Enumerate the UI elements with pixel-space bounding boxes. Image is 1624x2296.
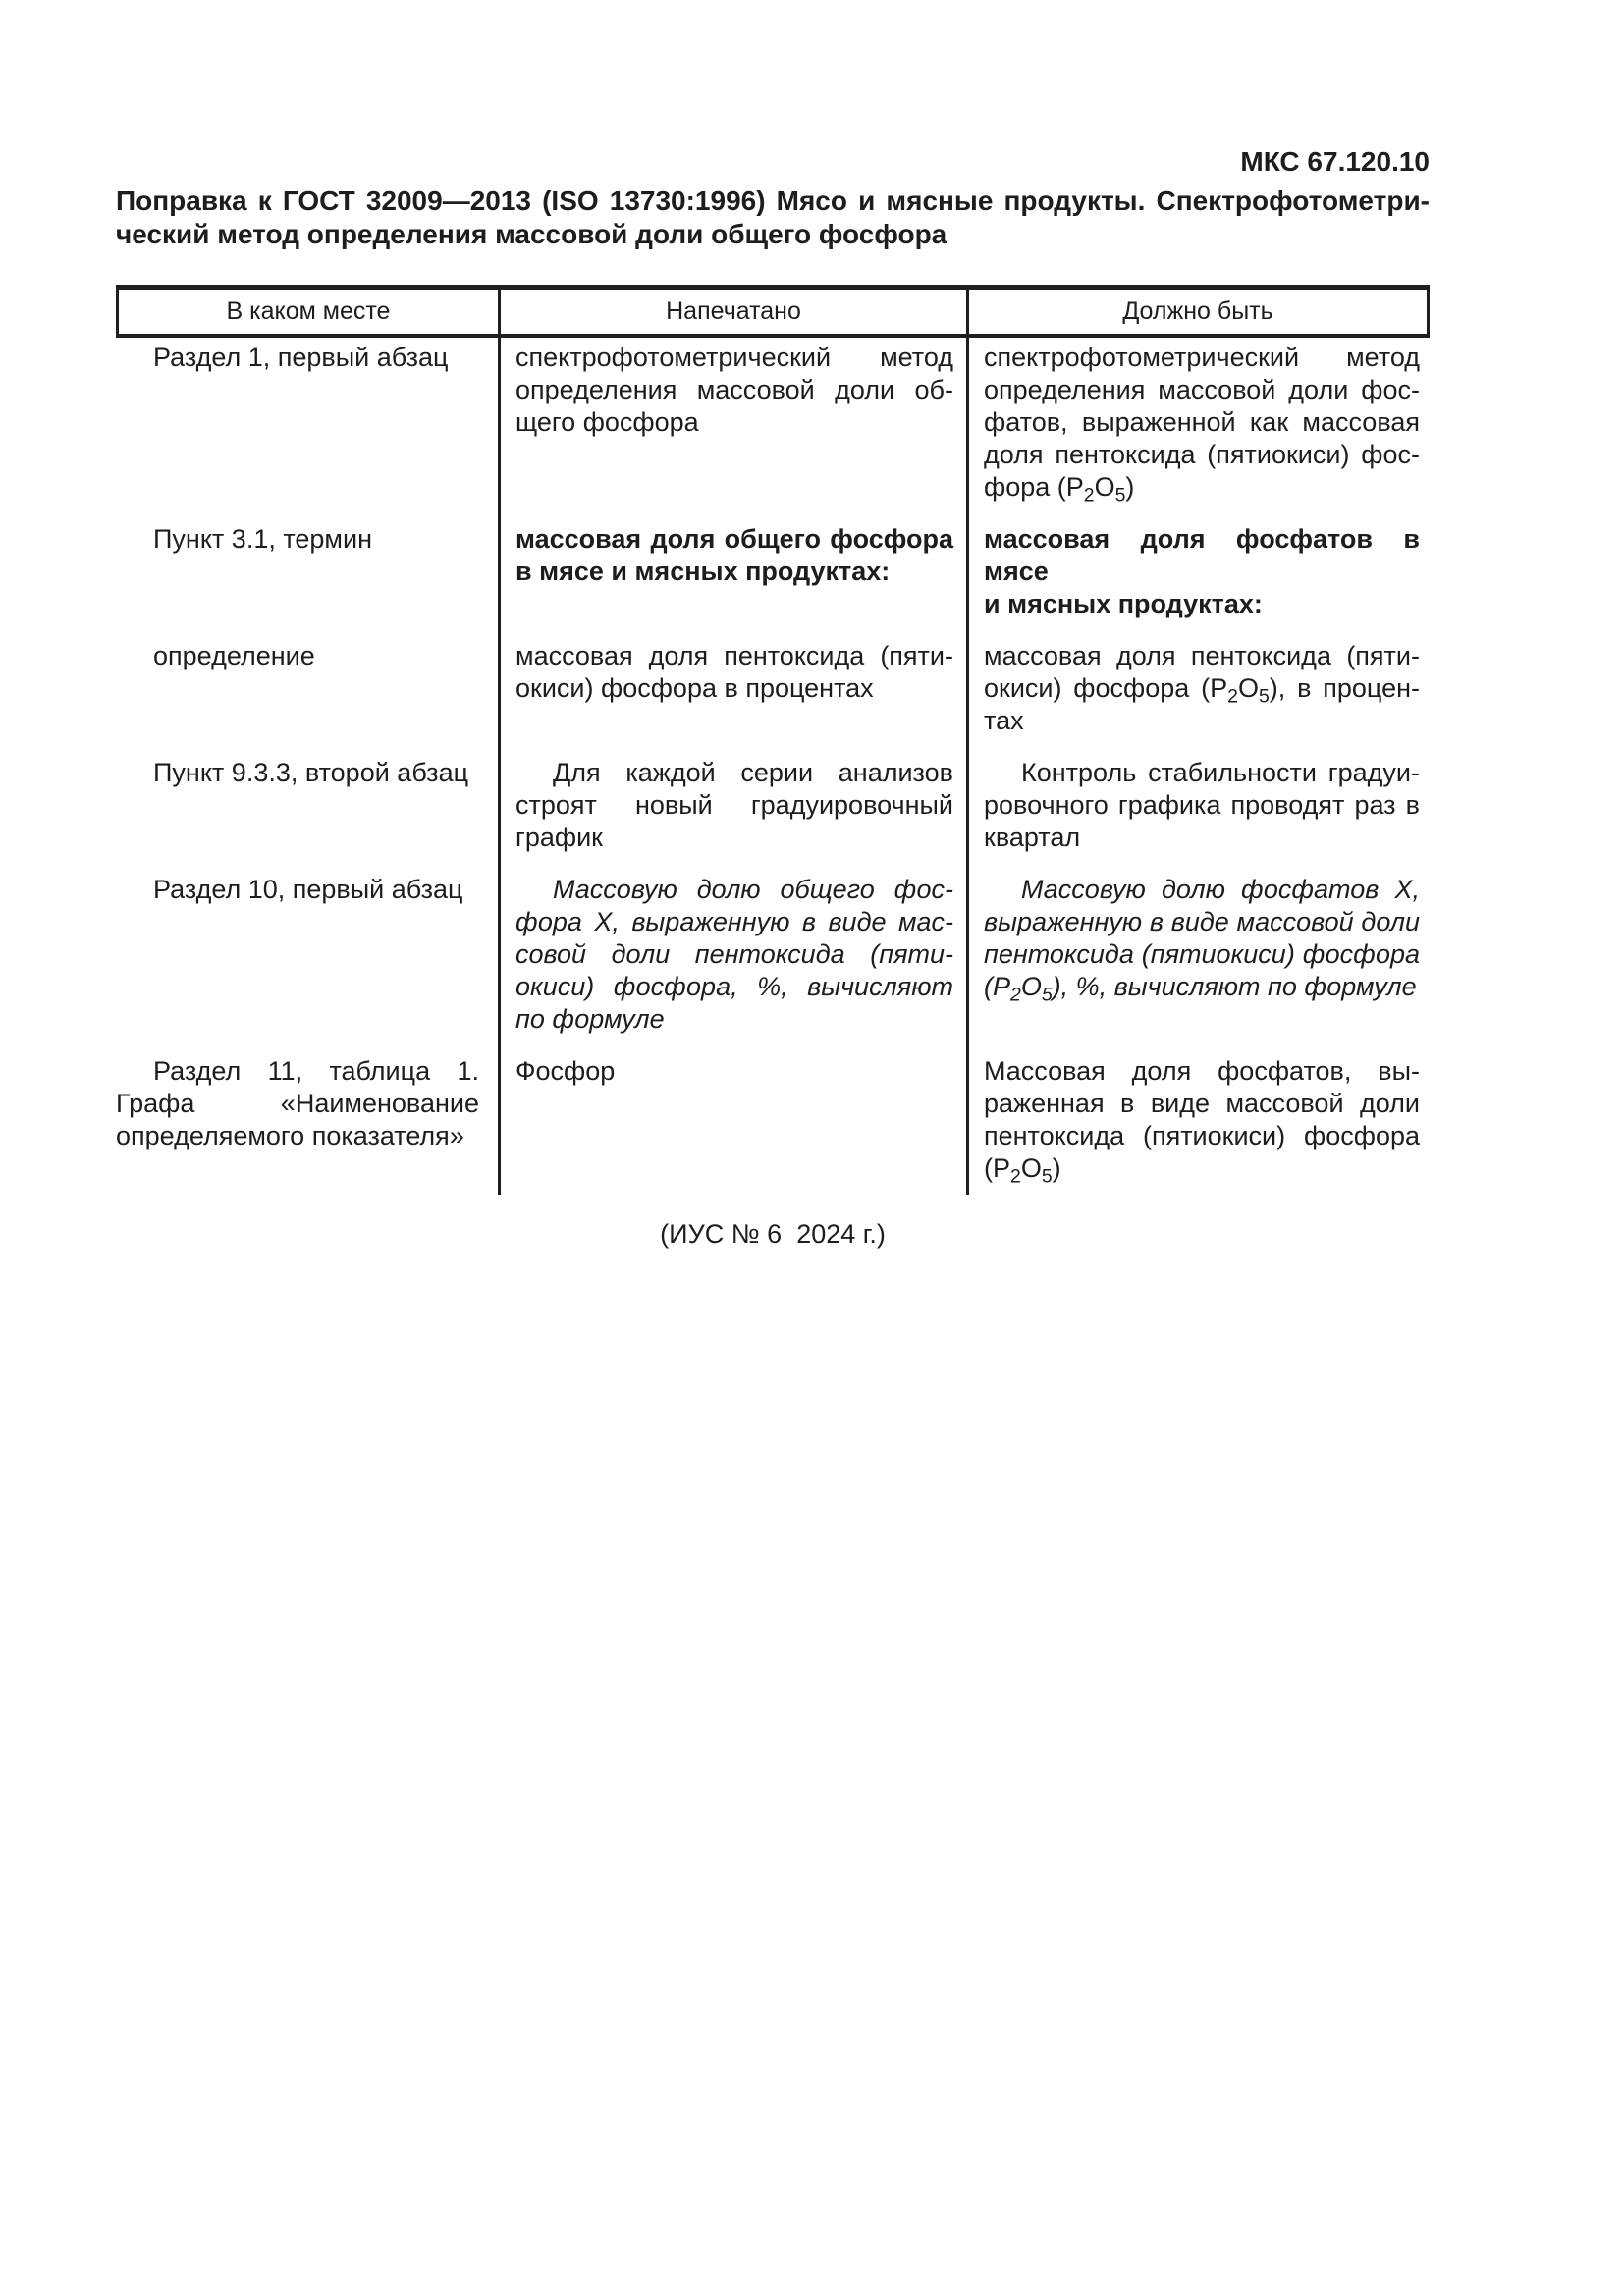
cell-location: Пункт 9.3.3, второй абзац xyxy=(153,758,469,787)
table-rows xyxy=(116,338,1430,1195)
table-row xyxy=(116,757,1430,854)
table-row xyxy=(116,874,1430,1036)
cell-location: Пункт 3.1, термин xyxy=(153,524,372,554)
classification-code: МКС 67.120.10 xyxy=(1240,146,1430,177)
cell-location: определение xyxy=(153,641,315,670)
cell-required: спектрофотометрический метод определения массовой доли фос- фатов, выраженной как массовая доля пентоксида (пятиокиси) фос- фора $(P_2O_5)$ xyxy=(984,343,1420,507)
cell-required: массовая доля фосфатов в мясе и мясных продуктах: xyxy=(984,524,1420,618)
cell-printed: Фосфор xyxy=(515,1056,616,1086)
document-title: Поправка к ГОСТ 32009—2013 (ISO 13730:1996) Мясо и мясные продукты. Спектрофотометри- ческий метод определения массовой доли общего фосфора xyxy=(116,186,1430,249)
table-row xyxy=(116,1055,1430,1188)
cell-required: Массовую долю фосфатов X, выраженную в виде массовой доли пентоксида (пятиокиси) фосфора $(P_2O_5)$, %, вычисляют по формуле xyxy=(984,875,1420,1006)
issue-note: (ИУС № 6 2024 г.) xyxy=(660,1219,886,1249)
corrections-table xyxy=(116,285,1430,1195)
cell-printed: Массовую долю общего фос- фора X, выраженную в виде мас- совой доли пентоксида (пяти- окиси) фосфора, %, вычисляют по формуле xyxy=(515,875,953,1034)
cell-required: массовая доля пентоксида (пяти- окиси) фосфора $(P_2O_5)$, в процен- тах xyxy=(984,641,1421,735)
header-cell-printed: Напечатано xyxy=(501,290,969,334)
cell-location: Раздел 11, таблица 1. Графа «Наименование определяемого показателя» xyxy=(116,1056,479,1150)
table-body-section xyxy=(116,338,1430,1195)
cell-printed: массовая доля общего фосфора в мясе и мясных продуктах: xyxy=(515,524,953,586)
cell-location: Раздел 1, первый абзац xyxy=(153,343,449,372)
table-row xyxy=(116,640,1430,737)
cell-required: Контроль стабильности градуи- ровочного графика проводят раз в квартал xyxy=(984,758,1420,852)
header-cell-required: Должно быть xyxy=(969,290,1430,334)
cell-required: Массовая доля фосфатов, вы- раженная в виде массовой доли пентоксида (пятиокиси) фосфора $(P_2O_5)$ xyxy=(984,1056,1420,1188)
column-divider-1 xyxy=(498,338,501,1195)
cell-location: Раздел 10, первый абзац xyxy=(153,875,463,904)
header-cell-location: В каком месте xyxy=(116,290,501,334)
column-divider-2 xyxy=(966,338,969,1195)
table-row xyxy=(116,523,1430,620)
cell-printed: массовая доля пентоксида (пяти- окиси) фосфора в процентах xyxy=(515,641,953,703)
cell-printed: спектрофотометрический метод определения массовой доли об- щего фосфора xyxy=(515,343,953,437)
table-header-row xyxy=(116,285,1430,338)
cell-printed: Для каждой серии анализов строят новый градуировочный график xyxy=(515,758,953,852)
page xyxy=(116,0,1430,1251)
table-row xyxy=(116,342,1430,507)
